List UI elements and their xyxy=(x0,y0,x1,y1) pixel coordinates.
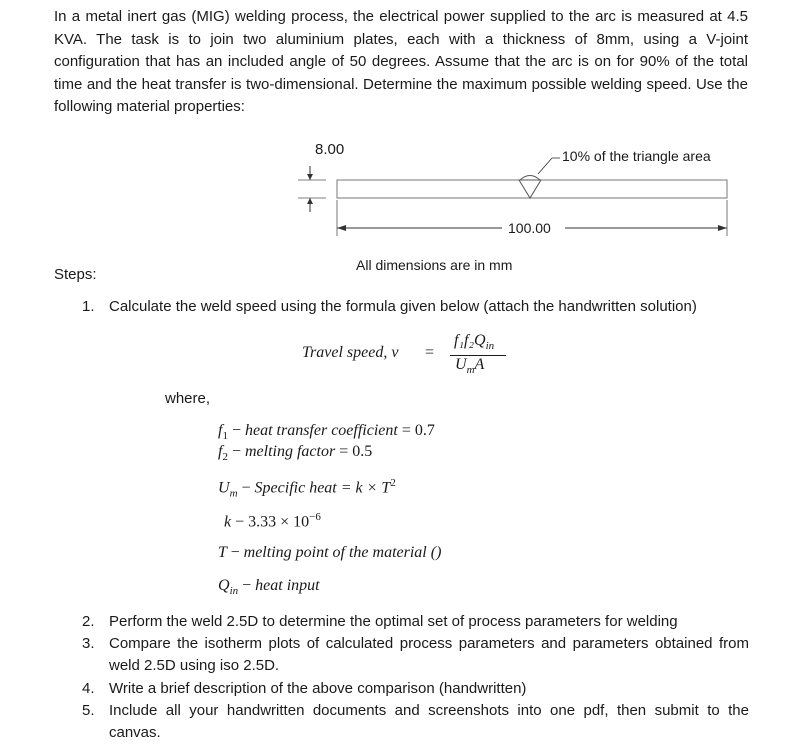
definition-f2: $f_2$ − melting factor = 0.5 xyxy=(218,443,373,464)
definition-f1: $f_1$ − heat transfer coefficient = 0.7 xyxy=(218,422,435,443)
definition-t: T − melting point of the material () xyxy=(218,544,442,561)
step-number: 4. xyxy=(82,680,95,697)
step-number: 2. xyxy=(82,613,95,630)
formula-equals: = xyxy=(425,344,435,361)
where-label: where, xyxy=(165,390,211,407)
travel-speed-formula xyxy=(302,334,522,382)
callout-text: 10% of the triangle area xyxy=(562,148,711,164)
weld-bead xyxy=(520,176,540,181)
steps-heading: Steps: xyxy=(54,266,97,283)
step-number: 1. xyxy=(82,298,95,315)
definition-k: $k - 3.33 \times 10^{-6}$ xyxy=(224,511,321,531)
definition-um: $U_m$ − Specific heat = $k \times T^2$ xyxy=(218,477,396,500)
thickness-arrowhead-top xyxy=(307,174,313,180)
step-number: 3. xyxy=(82,635,95,652)
definition-qin: $Q_{in}$ − heat input xyxy=(218,577,320,598)
length-arrowhead-left xyxy=(337,225,346,231)
weld-triangle xyxy=(519,180,541,198)
problem-statement: In a metal inert gas (MIG) welding process, the electrical power supplied to the arc is measured at 4.5 KVA. The task is to join two aluminium plates, each with a thickness of 8mm, using a V-joint configuration that has an included angle of 50 degrees. Assume that the arc is on for 90% of the total time and the heat transfer is two-dimensional. Determine the maximum possible welding speed. Use the following material properties: xyxy=(54,8,748,115)
thickness-label: 8.00 xyxy=(315,141,345,158)
formula-numerator: $f_1f_2Q_{in}$ xyxy=(454,332,495,353)
plate-figure xyxy=(290,130,750,280)
step-text: Include all your handwritten documents and screenshots into one pdf, then submit to the canvas. xyxy=(109,702,749,741)
step-number: 5. xyxy=(82,702,95,719)
formula-denominator: $U_mA$ xyxy=(455,356,485,377)
thickness-arrowhead-bottom xyxy=(307,198,313,204)
step-text: Perform the weld 2.5D to determine the optimal set of process parameters for welding xyxy=(109,613,678,630)
length-label: 100.00 xyxy=(508,220,551,236)
step-text: Write a brief description of the above comparison (handwritten) xyxy=(109,680,527,697)
length-arrowhead-right xyxy=(718,225,727,231)
formula-lhs: Travel speed, v xyxy=(302,344,399,361)
callout-leader xyxy=(538,158,552,174)
dimension-note: All dimensions are in mm xyxy=(356,257,513,273)
step-text: Compare the isotherm plots of calculated process parameters and parameters obtained from weld 2.5D using iso 2.5D. xyxy=(109,635,749,674)
step-text: Calculate the weld speed using the formula given below (attach the handwritten solution) xyxy=(109,298,697,315)
